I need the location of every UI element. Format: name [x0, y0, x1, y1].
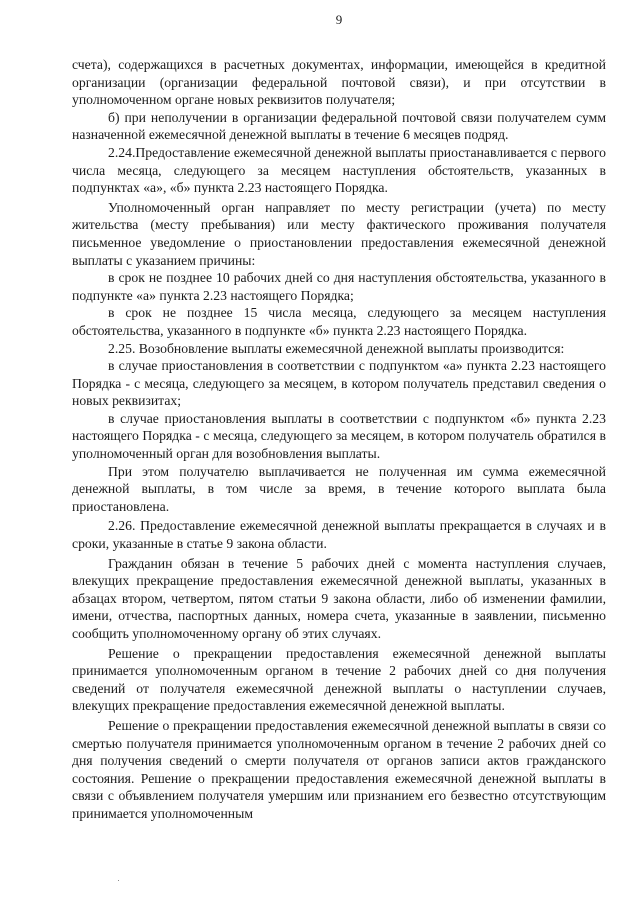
paragraph-termination-death: Решение о прекращении предоставления ежемесячной денежной выплаты в связи со смертью получателя принимается уполномоченным органом в течение 2 рабочих дней со дня получения сведений о смерти получателя от органов записи актов гражданского состояния. Решение о прекращении предоставления ежемесячной денежной выплаты в связи с объявлением получателя умершим или признанием его безвестно отсутствующим принимается уполномоченным	[72, 717, 606, 821]
page-number: 9	[335, 12, 343, 27]
paragraph-deadline-15th: в срок не позднее 15 числа месяца, следующего за месяцем наступления обстоятельства, указанного в подпункте «б» пункта 2.23 настоящего Порядка.	[72, 305, 606, 338]
paragraph-2-26: 2.26. Предоставление ежемесячной денежной выплаты прекращается в случаях и в сроки, указанные в статье 9 закона области.	[72, 518, 606, 552]
paragraph-unpaid-amount: При этом получателю выплачивается не полученная им сумма ежемесячной денежной выплаты, в том числе за время, в течение которого выплата была приостановлена.	[72, 463, 606, 514]
paragraph-resume-case-a: в случае приостановления в соответствии с подпунктом «а» пункта 2.23 настоящего Порядка - с месяца, следующего за месяцем, в котором получатель представил сведения о новых реквизитах;	[72, 358, 606, 409]
paragraph-termination-decision: Решение о прекращении предоставления ежемесячной денежной выплаты принимается уполномоченным органом в течение 2 рабочих дней со дня получения сведений от получателя ежемесячной денежной выплаты о наступлении случаев, влекущих прекращение предоставления ежемесячной денежной выплаты.	[72, 645, 606, 714]
scan-speck	[118, 880, 119, 881]
paragraph-2-25: 2.25. Возобновление выплаты ежемесячной денежной выплаты производится:	[108, 340, 565, 356]
paragraph-citizen-obligation: Гражданин обязан в течение 5 рабочих дней с момента наступления случаев, влекущих прекращение предоставления ежемесячной денежной выплаты, указанных в абзацах втором, четвертом, пятом статьи 9 закона области, либо об изменении фамилии, имени, отчества, паспортных данных, номера счета, указанные в заявлении, письменно сообщить уполномоченному органу об этих случаях.	[72, 555, 606, 641]
paragraph-subitem-b: б) при неполучении в организации федеральной почтовой связи получателем сумм назначенной ежемесячной денежной выплаты в течение 6 месяцев подряд.	[72, 109, 606, 143]
paragraph-deadline-10-days: в срок не позднее 10 рабочих дней со дня наступления обстоятельства, указанного в подпункте «а» пункта 2.23 настоящего Порядка;	[72, 270, 606, 303]
paragraph-resume-case-b: в случае приостановления выплаты в соответствии с подпунктом «б» пункта 2.23 настоящего Порядка - с месяца, следующего за месяцем, в котором получатель обратился в уполномоченный орган для возобновления выплаты.	[72, 410, 606, 462]
paragraph-notice: Уполномоченный орган направляет по месту регистрации (учета) по месту жительства (месту пребывания) или месту фактического проживания получателя письменное уведомление о приостановлении предоставления ежемесячной денежной выплаты с указанием причины:	[72, 199, 606, 268]
paragraph-continuation: счета), содержащихся в расчетных документах, информации, имеющейся в кредитной организации (организации федеральной почтовой связи), и при отсутствии в уполномоченном органе новых реквизитов получателя;	[72, 57, 606, 108]
paragraph-2-24: 2.24.Предоставление ежемесячной денежной выплаты приостанавливается с первого числа месяца, следующего за месяцем наступления обстоятельств, указанных в подпунктах «а», «б» пункта 2.23 настоящего Порядка.	[72, 144, 606, 196]
